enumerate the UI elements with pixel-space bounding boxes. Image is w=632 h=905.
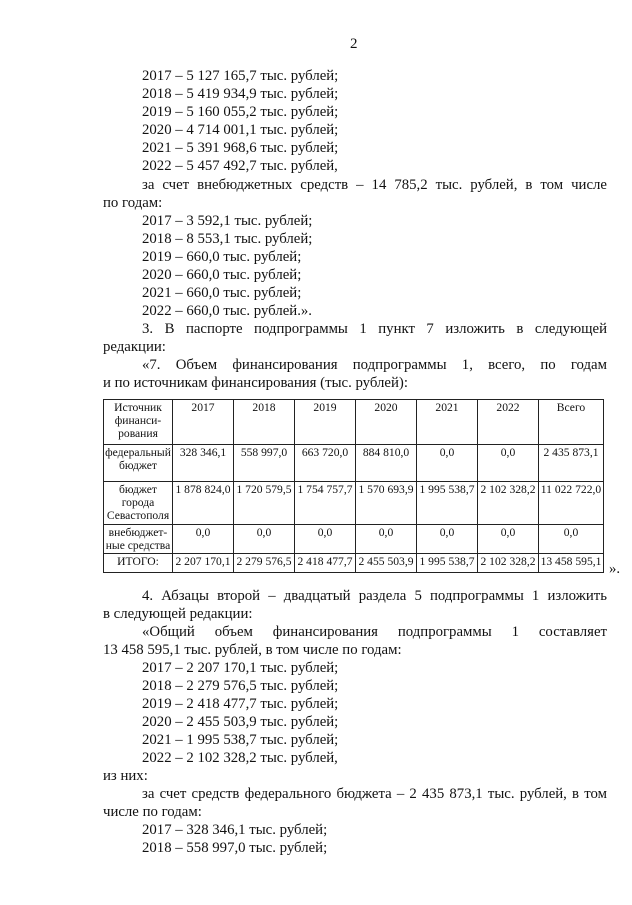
list-item: 2017 – 328 346,1 тыс. рублей; [142, 822, 328, 838]
table-cell: ИТОГО: [104, 554, 173, 573]
list-item: 2019 – 660,0 тыс. рублей; [142, 249, 302, 265]
table-cell: 884 810,0 [356, 445, 417, 482]
list-item: 2021 – 660,0 тыс. рублей; [142, 285, 302, 301]
table-cell: внебюджет-ные средства [104, 525, 173, 554]
list-item: 2022 – 660,0 тыс. рублей.». [142, 303, 312, 319]
table-cell: 2 279 576,5 [234, 554, 295, 573]
page-number: 2 [350, 36, 358, 52]
table-cell: 1 878 824,0 [173, 482, 234, 525]
paragraph-line: по годам: [103, 195, 163, 211]
table-cell: 0,0 [234, 525, 295, 554]
list-item: 2019 – 5 160 055,2 тыс. рублей; [142, 104, 339, 120]
table-cell: 2 455 503,9 [356, 554, 417, 573]
table-cell: 11 022 722,0 [539, 482, 604, 525]
table-header: 2021 [417, 400, 478, 445]
paragraph-line: из них: [103, 768, 148, 784]
financing-table [103, 399, 604, 573]
table-cell: 1 995 538,7 [417, 554, 478, 573]
table-cell: 1 754 757,7 [295, 482, 356, 525]
table-header: Источник финанси-рования [104, 400, 173, 445]
table-cell: 2 102 328,2 [478, 554, 539, 573]
table-header-row [104, 400, 604, 445]
list-item: 2017 – 5 127 165,7 тыс. рублей; [142, 68, 339, 84]
table-cell: 558 997,0 [234, 445, 295, 482]
table-cell: 0,0 [478, 445, 539, 482]
table-header: 2020 [356, 400, 417, 445]
table-total-row [104, 554, 604, 573]
table-cell: 0,0 [478, 525, 539, 554]
table-header: Всего [539, 400, 604, 445]
table-cell: 2 435 873,1 [539, 445, 604, 482]
table-cell: 0,0 [417, 445, 478, 482]
paragraph-line: «7. Объем финансирования подпрограммы 1, всего, по годам [142, 357, 607, 373]
list-item: 2018 – 8 553,1 тыс. рублей; [142, 231, 313, 247]
table-header: 2017 [173, 400, 234, 445]
table-cell: бюджет города Севастополя [104, 482, 173, 525]
paragraph-line: редакции: [103, 339, 166, 355]
list-item: 2019 – 2 418 477,7 тыс. рублей; [142, 696, 339, 712]
paragraph-line: и по источникам финансирования (тыс. рублей): [103, 375, 408, 391]
list-item: 2018 – 558 997,0 тыс. рублей; [142, 840, 328, 856]
list-item: 2018 – 2 279 576,5 тыс. рублей; [142, 678, 339, 694]
table-header: 2022 [478, 400, 539, 445]
table-cell: 0,0 [295, 525, 356, 554]
table-header: 2019 [295, 400, 356, 445]
list-item: 2020 – 2 455 503,9 тыс. рублей; [142, 714, 339, 730]
list-item: 2020 – 660,0 тыс. рублей; [142, 267, 302, 283]
table-row [104, 525, 604, 554]
table-cell: 1 720 579,5 [234, 482, 295, 525]
table-cell: 13 458 595,1 [539, 554, 604, 573]
table-cell: 1 995 538,7 [417, 482, 478, 525]
table-cell: 0,0 [173, 525, 234, 554]
table-cell: 0,0 [356, 525, 417, 554]
paragraph-line: числе по годам: [103, 804, 202, 820]
list-item: 2021 – 5 391 968,6 тыс. рублей; [142, 140, 339, 156]
list-item: 2022 – 5 457 492,7 тыс. рублей, [142, 158, 338, 174]
table-cell: 328 346,1 [173, 445, 234, 482]
list-item: 2017 – 3 592,1 тыс. рублей; [142, 213, 313, 229]
table-row [104, 445, 604, 482]
paragraph-line: в следующей редакции: [103, 606, 253, 622]
list-item: 2018 – 5 419 934,9 тыс. рублей; [142, 86, 339, 102]
table-row [104, 482, 604, 525]
paragraph-line: 3. В паспорте подпрограммы 1 пункт 7 изложить в следующей [142, 321, 607, 337]
paragraph-line: за счет средств федерального бюджета – 2 435 873,1 тыс. рублей, в том [142, 786, 607, 802]
table-cell: 0,0 [539, 525, 604, 554]
table-cell: 2 207 170,1 [173, 554, 234, 573]
table-cell: 2 418 477,7 [295, 554, 356, 573]
paragraph-line: 13 458 595,1 тыс. рублей, в том числе по годам: [103, 642, 402, 658]
paragraph-line: «Общий объем финансирования подпрограммы 1 составляет [142, 624, 607, 640]
table-header: 2018 [234, 400, 295, 445]
list-item: 2017 – 2 207 170,1 тыс. рублей; [142, 660, 339, 676]
closing-quote: ». [609, 561, 621, 577]
table-cell: федеральный бюджет [104, 445, 173, 482]
table-cell: 663 720,0 [295, 445, 356, 482]
table-cell: 1 570 693,9 [356, 482, 417, 525]
list-item: 2022 – 2 102 328,2 тыс. рублей, [142, 750, 338, 766]
paragraph-line: 4. Абзацы второй – двадцатый раздела 5 подпрограммы 1 изложить [142, 588, 607, 604]
paragraph-line: за счет внебюджетных средств – 14 785,2 тыс. рублей, в том числе [142, 177, 607, 193]
list-item: 2020 – 4 714 001,1 тыс. рублей; [142, 122, 339, 138]
list-item: 2021 – 1 995 538,7 тыс. рублей; [142, 732, 339, 748]
table-cell: 2 102 328,2 [478, 482, 539, 525]
table-cell: 0,0 [417, 525, 478, 554]
